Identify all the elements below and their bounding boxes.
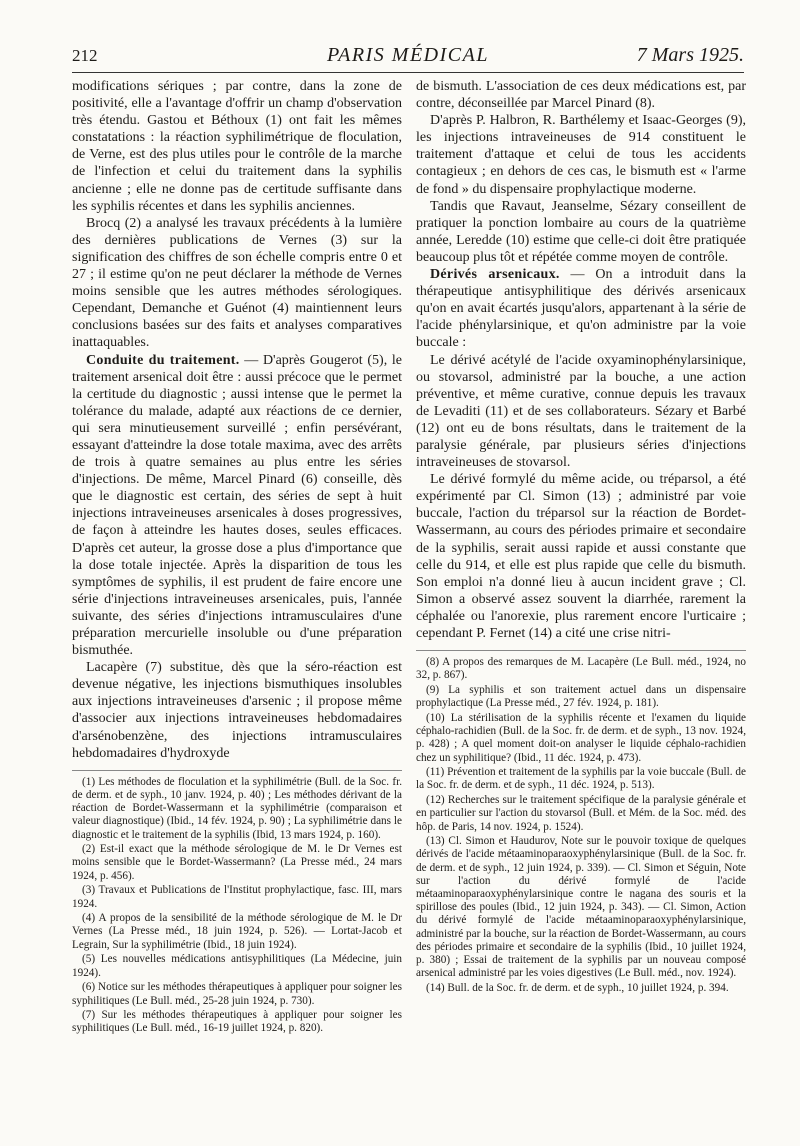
paragraph: Brocq (2) a analysé les travaux précédents à la lumière des dernières publications de Vernes (3) sur la signification des chiffres de son échelle compris entre 0 et 27 ; il estime qu'on ne peut déclarer la méthode de Vernes moins sensible que les autres méthodes sérologiques. Cependant, Demanche et Guénot (4) maintiennent leurs conclusions basées sur des faits et analyses comparatives inattaquables. [72,215,402,351]
footnote: (4) A propos de la sensibilité de la méthode sérologique de M. le Dr Vernes (La Presse méd., 18 juin 1924, p. 526). — Lortat-Jacob et Legrain, Sur la syphilimétrie (Ibid., 18 juin 1924). [72,912,402,951]
footnotes [416,650,746,995]
footnote: (3) Travaux et Publications de l'Institut prophylactique, fasc. III, mars 1924. [72,884,402,910]
paragraph-text: — D'après Gougerot (5), le traitement arsenical doit être : aussi précoce que le permet la certitude du diagnostic ; aussi intense que le permet la tolérance du malade, adapté aux réactions de ce dernier, qui sera minutieusement surveillé ; enfin persévérant, essayant d'atteindre la dose totale maxima, avec des arrêts de trois à quatre semaines au plus entre les séries d'injections. De même, Marcel Pinard (6) conseille, dès que le diagnostic est certain, des séries de sept à huit injections intraveineuses arsenicales à doses progressives, de façon à atteindre les hautes doses, seules efficaces. D'après cet auteur, la grosse dose a plus d'importance que la dose totale injectée. Après la disparition de tous les symptômes de syphilis, il est prudent de faire encore une série d'injections intraveineuses arsenicales, puis, l'année suivante, des séries d'injections intramusculaires d'une préparation mercurielle insoluble ou d'une préparation bismuthée. [72,352,402,659]
section-heading: Conduite du traitement. [86,352,240,368]
footnote: (2) Est-il exact que la méthode sérologique de M. le Dr Vernes est moins sensible que le Bordet-Wassermann? (La Presse méd., 24 mars 1924, p. 456). [72,843,402,882]
left-column [72,78,402,1037]
section-heading: Dérivés arsenicaux. [430,267,560,283]
footnote: (14) Bull. de la Soc. fr. de derm. et de syph., 10 juillet 1924, p. 394. [426,981,729,994]
footnote: (6) Notice sur les méthodes thérapeutiques à appliquer pour soigner les syphilitiques (Le Bull. méd., 25-28 juin 1924, p. 730). [72,981,402,1007]
footnote: (11) Prévention et traitement de la syphilis par la voie buccale (Bull. de la Soc. fr. de derm. et de syph., 11 déc. 1924, p. 513). [416,766,746,792]
issue-date: 7 Mars 1925. [636,44,744,66]
right-column [416,78,746,997]
paragraph: Lacapère (7) substitue, dès que la séro-réaction est devenue négative, les injections bismuthiques insolubles aux injections intraveineuses d'arsenic ; il propose même d'associer aux injections intraveineuses hebdomadaires d'arsénobenzène, des injections intramusculaires hebdomadaires d'hydroxyde [72,660,402,761]
paragraph: modifications sériques ; par contre, dans la zone de positivité, elle a l'avantage d'offrir un champ d'observation très étendu. Gastou et Béthoux (1) ont fait les mêmes constatations : la réaction syphilimétrique de floculation, de Verne, est des plus utiles pour le contrôle de la marche de l'infection et celui du traitement dans la syphilis ancienne ; elle ne donne pas de certitude suffisante dans les syphilis récentes et dans les syphilis anciennes. [72,79,402,214]
footnote: (9) La syphilis et son traitement actuel dans un dispensaire prophylactique (La Presse méd., 27 fév. 1924, p. 181). [416,684,746,710]
paragraph: Le dérivé acétylé de l'acide oxyaminophénylarsinique, ou stovarsol, administré par la bouche, a une action préventive, et même curative, connue depuis les travaux de Levaditi (11) et de ses collaborateurs. Sézary et Barbé (12) ont eu de bons résultats, dans le traitement de la paralysie générale, par plusieurs séries d'injections intraveineuses de stovarsol. [416,352,746,471]
footnotes [72,770,402,1036]
paragraph: D'après P. Halbron, R. Barthélemy et Isaac-Georges (9), les injections intraveineuses de 914 constituent le traitement d'attaque et celui de tous les accidents contagieux ; en dehors de ces cas, le bismuth est « l'arme de fond » du dispensaire prophylactique moderne. [416,113,746,197]
paragraph: Tandis que Ravaut, Jeanselme, Sézary conseillent de pratiquer la ponction lombaire au cours de la quatrième année, Leredde (10) estime que celle-ci doit être pratiquée beaucoup plus tôt et répétée comme moyen de contrôle. [416,198,746,265]
footnote: (1) Les méthodes de floculation et la syphilimétrie (Bull. de la Soc. fr. de derm. et de syph., 10 janv. 1924, p. 40) ; Les méthodes dérivant de la réaction de Bordet-Wassermann et la syphilimétrie (comparaison et valeur diagnostique) (Ibid., 14 fév. 1924, p. 90) ; La syphilimétrie dans le diagnostic et le traitement de la syphilis (Ibid, 13 mars 1924, p. 160). [72,775,402,841]
paragraph [72,352,402,660]
footnote: (10) La stérilisation de la syphilis récente et l'examen du liquide céphalo-rachidien (Bull. de la Soc. fr. de derm. et de syph., 13 nov. 1924, p. 428) ; A quel moment doit-on analyser le liquide céphalo-rachidien chez un syphilitique? (Ibid., 11 déc. 1924, p. 473). [416,711,746,764]
paragraph: de bismuth. L'association de ces deux médications est, par contre, déconseillée par Marcel Pinard (8). [416,79,746,112]
page-number: 212 [72,46,98,65]
paragraph: Le dérivé formylé du même acide, ou tréparsol, a été expérimenté par Cl. Simon (13) ; administré par voie buccale, l'action du tréparsol sur la réaction de Bordet-Wassermann, au cours des périodes primaire et secondaire de la syphilis, serait aussi rapide et aussi constante que celle du 914, et elle est plus rapide que celle du bismuth. Son emploi n'a donné lieu à aucun incident grave ; Cl. Simon a observé assez souvent la diarrhée, rarement la céphalée ou l'anorexie, plus rarement encore l'urticaire ; cependant P. Fernet (14) a cité une crise nitri- [416,472,746,641]
footnote: (7) Sur les méthodes thérapeutiques à appliquer pour soigner les syphilitiques (Le Bull. méd., 16-19 juillet 1924, p. 820). [72,1009,402,1035]
footnote: (12) Recherches sur le traitement spécifique de la paralysie générale et en particulier sur l'action du stovarsol (Bull. et Mém. de la Soc. méd. des hôp. de Paris, 14 nov. 1924, p. 1524). [416,794,746,833]
running-header [72,44,744,73]
journal-title: PARIS MÉDICAL [327,44,489,66]
footnote: (8) A propos des remarques de M. Lacapère (Le Bull. méd., 1924, no 32, p. 867). [416,656,746,682]
paragraph [416,266,746,351]
footnote: (13) Cl. Simon et Haudurov, Note sur le pouvoir toxique de quelques dérivés de l'acide métaaminoparaoxyphénylarsinique (Bull. de la Soc. fr. de derm. et de syph., 12 juin 1924, p. 339). — Cl. Simon et Séguin, Note sur l'action du dérivé formylé de l'acide métaaminoparaoxyphénylarsinique contre le nagana des souris et la spirillose des poules (Ibid., 12 juin 1924, p. 343). — Cl. Simon, Action du dérivé formylé de l'acide métaaminoparaoxyphénylarsinique, administré par la bouche, sur la réaction de Bordet-Wassermann, au cours des périodes primaire et secondaire de la syphilis (Ibid., 10 juillet 1924, p. 380) ; Essai de traitement de la syphilis par un nouveau composé arsenical administré par les voies digestives (Le Bull. méd., nov. 1924). [416,835,746,980]
footnote: (5) Les nouvelles médications antisyphilitiques (La Médecine, juin 1924). [72,953,402,979]
paragraph-text: — On a introduit dans la thérapeutique antisyphilitique des dérivés arsenicaux qu'on en avait écartés jusqu'alors, appartenant à la série de l'acide phénylarsinique, et qu'on administre par la voie buccale : [416,267,747,351]
